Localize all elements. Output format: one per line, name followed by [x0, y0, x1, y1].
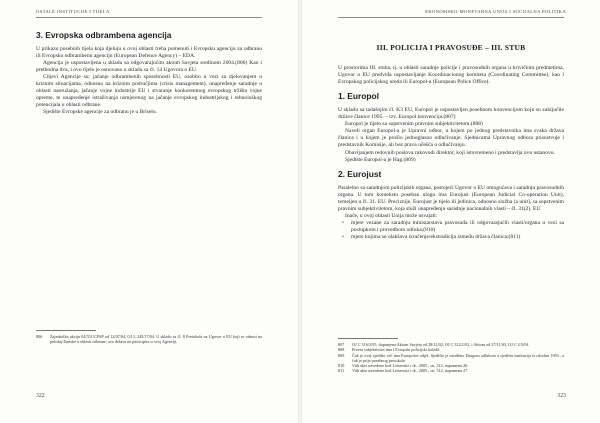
chapter-title: III. POLICIJA I PRAVOSUĐE – III. STUB	[376, 43, 526, 52]
footnotes-left	[36, 330, 262, 345]
paragraph: Paralelno sa saradnjom policijskih organa, postojeći Ugovor o EU omogućava i saradnju pravosudnih organa. U tom kontekstu poseban ulogu ima Eurojust (European Judicial Co-operation Unit), temeljen u čl. 31. EU. Preciznije, Eurojust je tijelo ili jedinica, odnosno služba (a unit), sa sopstvenim pravnim subjektivitetom, koja služi unapređenju saradnje nacionalnih vlasti – čl. 31(2), EU.	[338, 184, 564, 212]
footnote-number: 811	[338, 368, 345, 374]
paragraph: U skladu sa tadašnjim čl. K3 EU, Europol je uspostavljen posebnom konvencijom koju su zaključile države članice 1995. – tzv. Europol konvencija.(807)	[338, 107, 564, 121]
right-column	[338, 32, 564, 241]
section-heading-europol: 1. Europol	[338, 91, 379, 102]
footnotes-right	[338, 338, 564, 374]
footnote-text: Pravni subjektivitet ima i Evropski policijski koledž.	[352, 347, 441, 353]
right-page	[302, 0, 600, 423]
measures-list	[338, 220, 564, 241]
left-page	[0, 0, 298, 423]
footnote-text: Čak je ovaj sjedište već ima Europolov odjel. Sjedište je utvrđeno Drugom odlukom o sjedištu institucija iz oktobra 1993., a čak je prije posebnog protokola.	[352, 352, 564, 363]
section-heading-eda: 3. Evropska odbrambena agencija	[36, 30, 172, 40]
footnote-separator	[338, 338, 398, 339]
footnote-number: 809	[338, 352, 345, 358]
list-item: • mjere vezane za saradnju ministarstava pravosuđa ili odgovarajućih vlasti/organa u vezi sa postupkom i provedbom odluka;(810)	[348, 220, 564, 234]
list-item: • mjere kojima se olakšava izručenje/ekstradicija između država članica;(811)	[348, 234, 564, 241]
running-header-left: OSTALE INSTITUCIJE I TIJELA	[36, 9, 110, 14]
paragraph: Agencija je uspostavljena u skladu sa odgovarajućim aktom Savjeta sredinom 2004.(806) Kao i prethodna dva, i ovo tijelo je osnovano u skladu sa čl. 14 Ugovora o EU.	[36, 60, 262, 74]
paragraph: Inače, u ovoj oblasti Unija može usvajati:	[345, 212, 438, 219]
footnote-text: Zajednička akcija 04/551/CFSP od 12/07/04, OJ L 245/17/04. U skladu sa čl. 8 Protokola uz Ugovor o EU koji se odnosi na položaj Danske u oblasti odbrane, ova država ne participira u ovoj Agenciji.	[50, 334, 262, 345]
footnote-text: Vidi akte navedene kod Leiseroitz i dr., 2005., str. 312, napomena 27.	[352, 368, 469, 374]
header-rule-left	[36, 17, 262, 18]
running-header-right: EKONOMSKO-MONETARNA UNIJA I SOCIJALNA POLITIKA	[425, 9, 566, 14]
header-rule-right	[338, 17, 564, 18]
footnote-separator	[36, 330, 96, 331]
footnote-text: OJ C 316/2/95. dopunjena Aktom Savjeta od 28/11/02, OJ C 312/1/02, i Aktom od 27/11/03, OJ C 2/3/04.	[352, 342, 530, 347]
footnote-text: Vidi akte navedene kod Leiseroitz i dr., 2005., str. 312, napomena 26.	[352, 363, 469, 369]
paragraph: Europol je tijelo sa sopstvenim pravnim subjektivitetom.(808)	[345, 121, 483, 128]
footnote	[36, 334, 262, 345]
paragraph: Ciljevi Agencije su: jačanje odbrambenih sposobnosti EU, osobito u vezi sa djelovanjem u kriznim situacijama, odnosno na kriznim područjima (crisis management), unapređenje saradnje u oblasti naoružanja, jačanje vojne industrije EU i stvaranje konkurentnog evropskog tržišta vojne opreme, te unapređenje istraživanja usmjerenog na jačanje evropskog industrijskog i tehnološkog potencijala u oblasti odbrane.	[36, 74, 262, 109]
section-heading-eurojust: 2. Eurojust	[338, 168, 382, 179]
footnote-number: 810	[338, 363, 345, 369]
page-number-left: 322	[36, 393, 45, 399]
paragraph: Sjedište Europol-a je Hag.(809)	[345, 156, 416, 163]
footnote-number: 808	[338, 347, 345, 353]
paragraph: Sjedište Evropske agencije za odbranu je u Briselu.	[43, 109, 157, 116]
footnote	[338, 368, 564, 373]
left-column	[36, 32, 262, 117]
footnote	[338, 353, 564, 364]
paragraph: U prostorima III. stuba, tj. u oblasti saradnje policije i pravosudnih organa u krivičnim predmetima, Ugovor o EU predviđa uspostavljanje Koordinacionog komiteta (Coordinating Committee), kao i Evropskog policijskog ureda ili Europol-a (European Police Office).	[338, 65, 564, 86]
footnote-number: 807	[338, 342, 345, 347]
footnote-number: 806	[36, 334, 43, 339]
paragraph: Naveli organ Europol-a je Upravni odbor, u kojem po jednog predstavnika ima svaka država članica i u kojem je prošlo jednoglasno odlučivanje. Sjednicama Upravnog odbora prisustvuje i predstavnik Komisije, ali bez prava učešća u odlučivanju.	[338, 128, 564, 149]
page-number-right: 323	[557, 393, 566, 399]
paragraph: Obavljanjem redovnih poslova rukovodi direktor, koji istovremeno i predstavlja ovu ustanovu.	[345, 149, 555, 156]
paragraph: U prikazu posebnih tijela koja djeluju u ovoj oblasti treba pomenuti i Evropsku agenciju za odbranu ili Evropsku odbrambenu agenciju (European Defence Agency) – EDA.	[36, 46, 262, 60]
